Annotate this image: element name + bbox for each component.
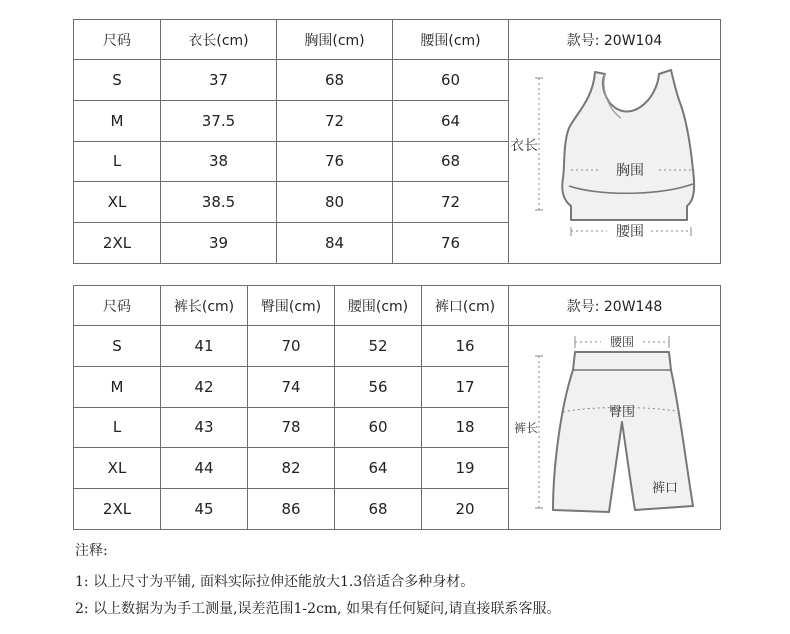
value-cell: 86 [248,489,335,530]
top-size-table [73,19,721,264]
length-label: 衣长 [510,138,538,154]
waist-label: 腰围 [609,335,635,349]
notes-title: 注释: [75,543,108,559]
value-cell: 68 [393,141,509,182]
header-chest: 胸围(cm) [277,20,393,60]
table-row [74,60,721,101]
value-cell: 80 [277,182,393,223]
length-label: 裤长 [514,421,539,435]
value-cell: 42 [161,366,248,407]
size-cell: M [74,100,161,141]
value-cell: 37 [161,60,277,101]
header-hip: 臀围(cm) [248,286,335,326]
size-cell: 2XL [74,489,161,530]
size-cell: L [74,141,161,182]
value-cell: 68 [277,60,393,101]
value-cell: 64 [393,100,509,141]
value-cell: 72 [393,182,509,223]
value-cell: 82 [248,448,335,489]
value-cell: 76 [277,141,393,182]
size-cell: M [74,366,161,407]
header-pants-length: 裤长(cm) [161,286,248,326]
value-cell: 44 [161,448,248,489]
bottom-size-table [73,285,721,530]
value-cell: 78 [248,407,335,448]
note-line-2: 2: 以上数据为为手工测量,误差范围1-2cm, 如果有任何疑问,请直接联系客服。 [75,601,561,617]
header-size: 尺码 [74,286,161,326]
table-row [74,326,721,367]
value-cell: 64 [335,448,422,489]
header-waist: 腰围(cm) [393,20,509,60]
value-cell: 60 [393,60,509,101]
value-cell: 41 [161,326,248,367]
crop-top-diagram [509,60,721,264]
waist-label: 腰围 [616,224,644,240]
value-cell: 68 [335,489,422,530]
value-cell: 19 [422,448,509,489]
value-cell: 17 [422,366,509,407]
size-cell: L [74,407,161,448]
value-cell: 43 [161,407,248,448]
value-cell: 18 [422,407,509,448]
value-cell: 74 [248,366,335,407]
style-number: 款号: 20W148 [509,286,721,326]
size-cell: S [74,60,161,101]
value-cell: 16 [422,326,509,367]
header-leg-opening: 裤口(cm) [422,286,509,326]
shorts-diagram [509,326,721,530]
chest-label: 胸围 [616,163,644,179]
note-line-1: 1: 以上尺寸为平铺, 面料实际拉伸还能放大1.3倍适合多种身材。 [75,574,475,590]
value-cell: 20 [422,489,509,530]
header-size: 尺码 [74,20,161,60]
header-length: 衣长(cm) [161,20,277,60]
value-cell: 52 [335,326,422,367]
value-cell: 38 [161,141,277,182]
size-cell: S [74,326,161,367]
shorts-illustration [509,326,721,525]
value-cell: 39 [161,223,277,264]
header-waist: 腰围(cm) [335,286,422,326]
value-cell: 76 [393,223,509,264]
crop-top-illustration [509,60,721,259]
leg-opening-label: 裤口 [652,481,679,496]
size-cell: 2XL [74,223,161,264]
value-cell: 56 [335,366,422,407]
size-cell: XL [74,182,161,223]
value-cell: 38.5 [161,182,277,223]
value-cell: 70 [248,326,335,367]
value-cell: 72 [277,100,393,141]
style-number: 款号: 20W104 [509,20,721,60]
size-cell: XL [74,448,161,489]
value-cell: 37.5 [161,100,277,141]
value-cell: 45 [161,489,248,530]
hip-label: 臀围 [608,405,636,420]
value-cell: 60 [335,407,422,448]
value-cell: 84 [277,223,393,264]
table-header-row [74,20,721,60]
table-header-row [74,286,721,326]
